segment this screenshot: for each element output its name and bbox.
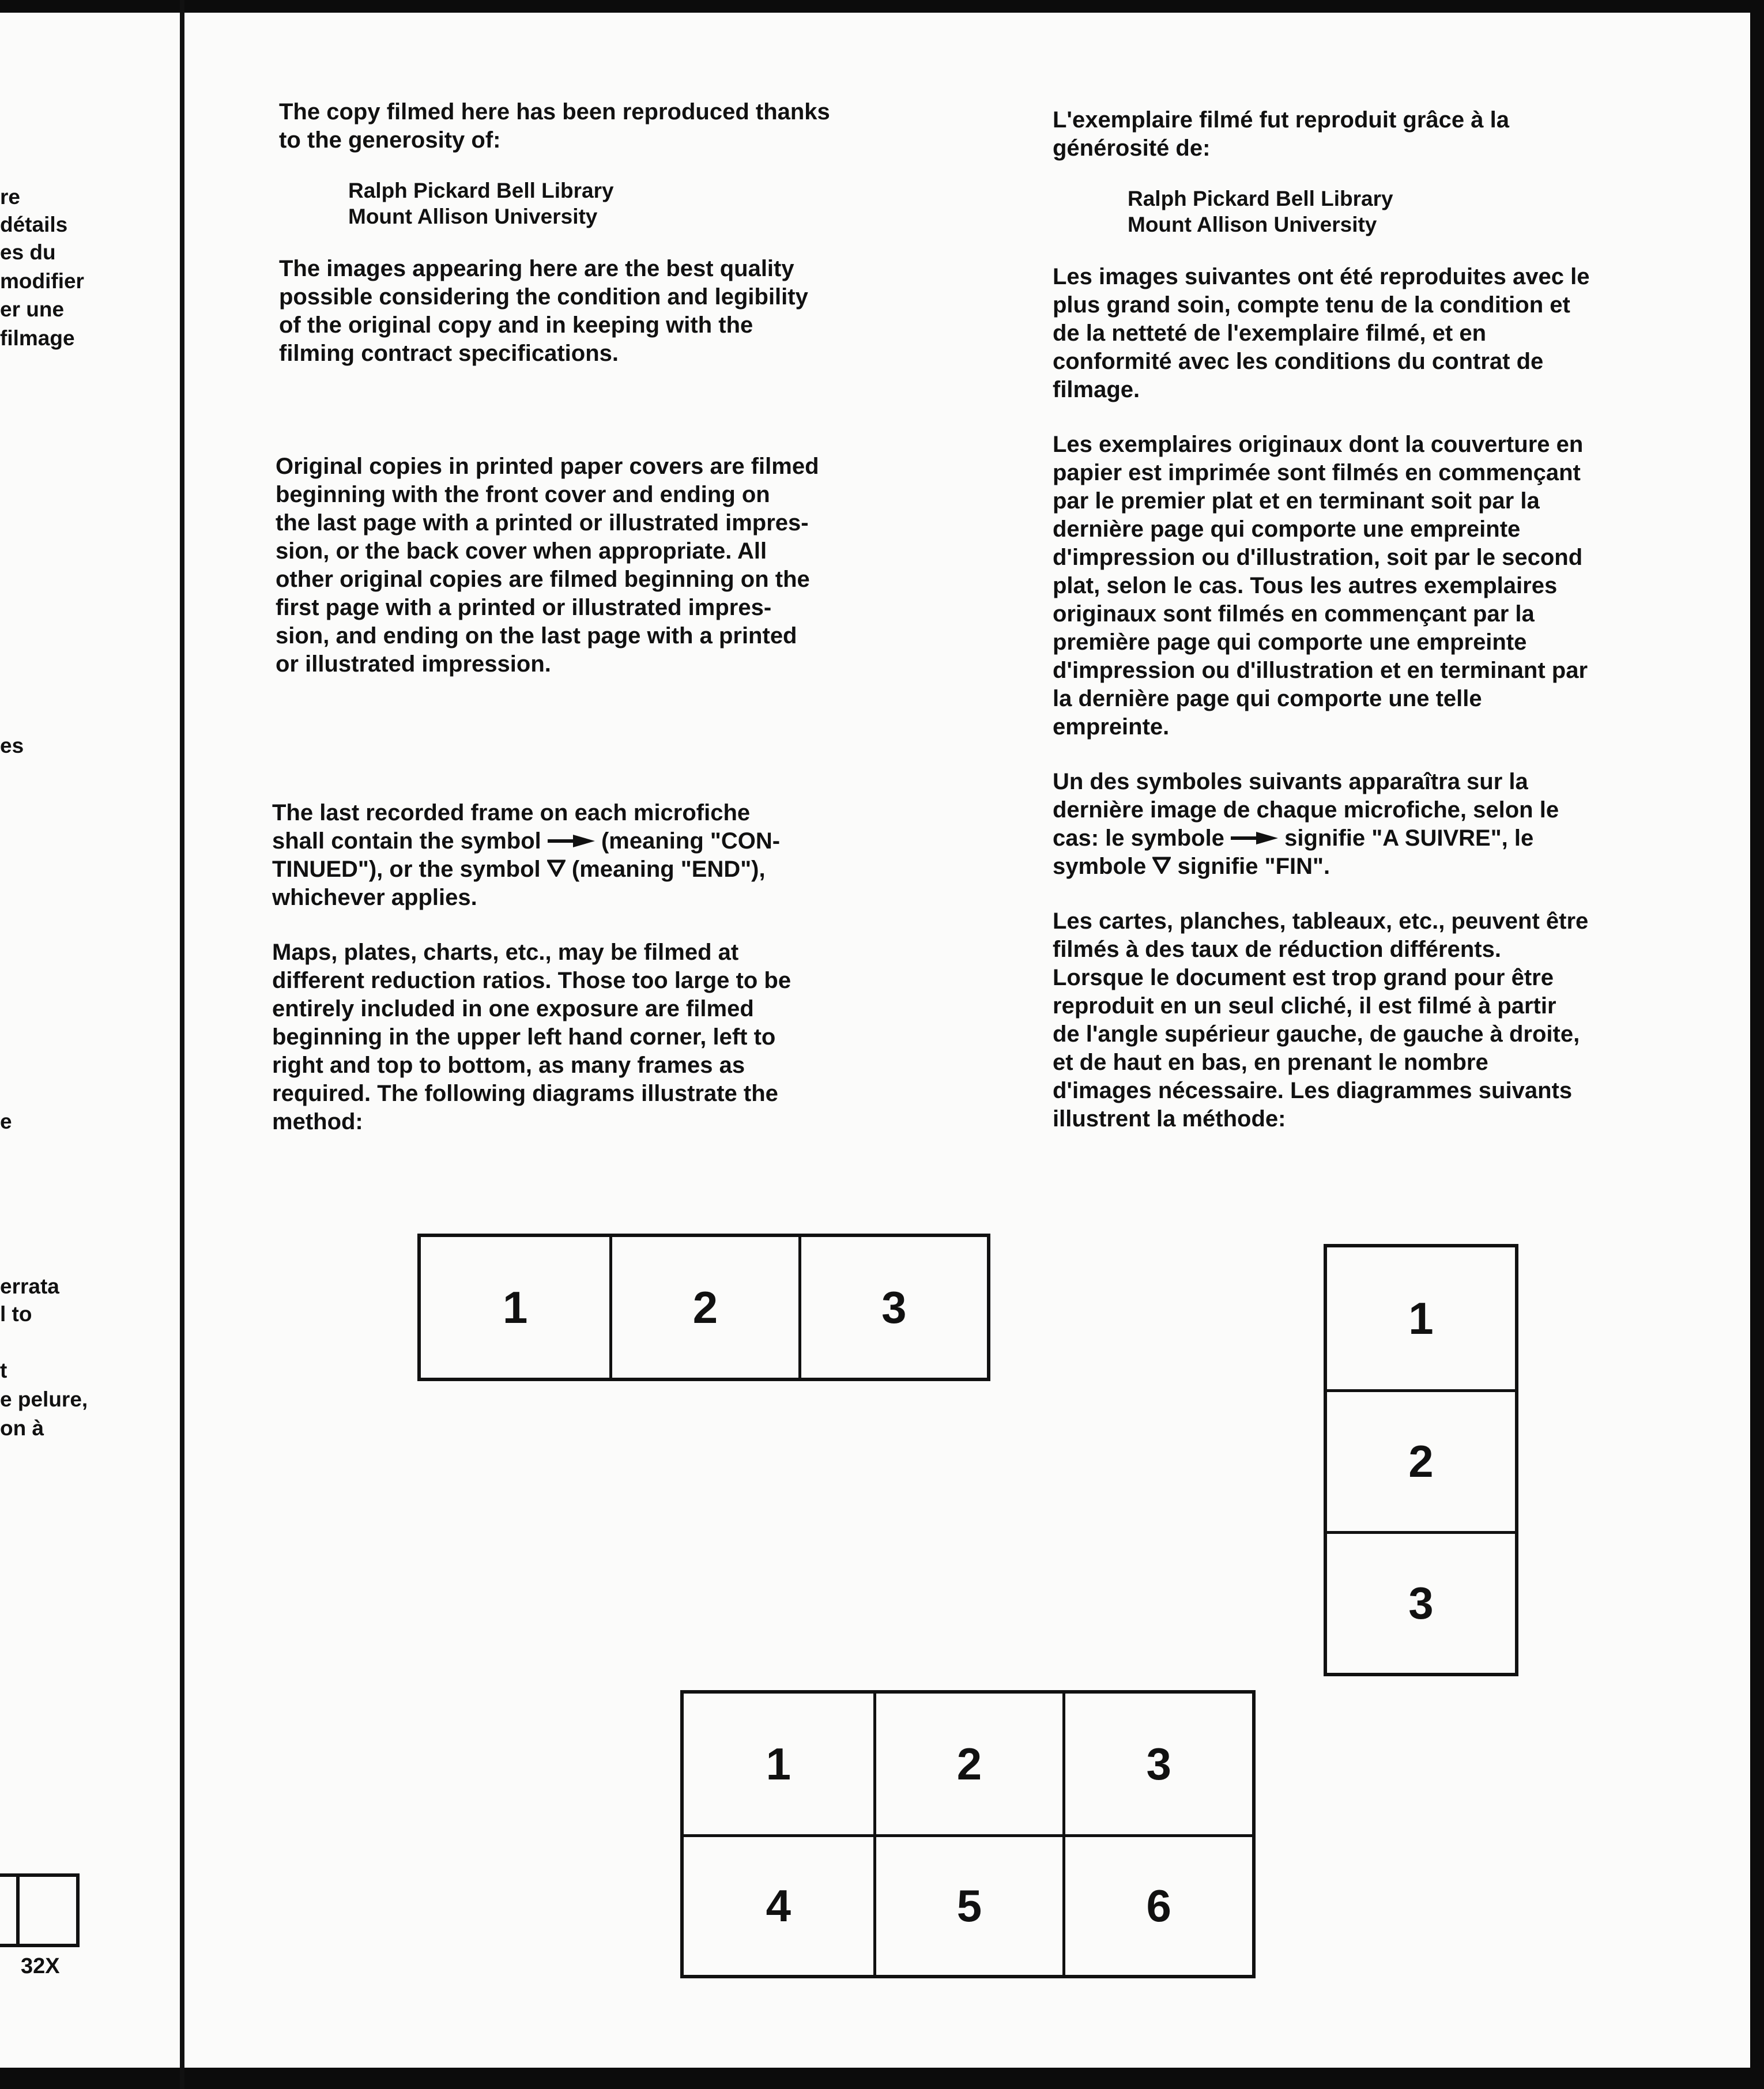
diagram-vertical-three xyxy=(1324,1244,1518,1676)
diagram-grid-six xyxy=(680,1690,1256,1978)
end-triangle-icon xyxy=(1152,854,1171,879)
scan-border-bottom xyxy=(0,2068,1764,2089)
left-fragment: modifier xyxy=(0,269,84,293)
diagram-frame: 3 xyxy=(798,1237,987,1378)
diagram-frame: 4 xyxy=(684,1834,873,1975)
end-triangle-icon xyxy=(547,857,566,882)
french-symbol-text-1: Un des symboles suivants apparaîtra sur la dernière image de chaque microfiche, selon le cas: le symbole xyxy=(1053,769,1559,851)
english-library-university: Mount Allison University xyxy=(348,205,598,228)
english-symbol-paragraph xyxy=(272,799,1004,912)
left-fragment: filmage xyxy=(0,326,75,350)
left-fragment: l to xyxy=(0,1302,32,1326)
scan-border-right xyxy=(1750,0,1764,2089)
left-fragment: détails xyxy=(0,213,68,236)
english-symbol-text-1: The last recorded frame on each microfiche shall contain the symbol xyxy=(272,800,751,854)
french-symbol-paragraph xyxy=(1053,768,1750,881)
english-library-name: Ralph Pickard Bell Library xyxy=(348,179,614,202)
left-fragment: es xyxy=(0,734,24,757)
french-symbol-text-3: signifie "FIN". xyxy=(1171,854,1330,879)
french-maps-paragraph: Les cartes, planches, tableaux, etc., peuvent être filmés à des taux de réduction différents. Lorsque le document est trop grand pour être reproduit en un seul cliché, il est filmé à partir de l'angle supérieur gauche, de gauche à droite, et de haut en bas, en prenant le nombre d'images nécessaire. Les diagrammes suivants illustrent la méthode: xyxy=(1053,908,1589,1132)
reduction-box-fragment xyxy=(0,1873,80,1947)
french-symbol-text-2: signifie "A SUIVRE", le symbole xyxy=(1053,825,1534,879)
english-covers-block xyxy=(276,453,1008,678)
diagram-frame: 1 xyxy=(502,1281,528,1333)
english-intro: The copy filmed here has been reproduced thanks to the generosity of: xyxy=(279,99,830,153)
continued-arrow-icon xyxy=(548,827,595,855)
french-quality-paragraph: Les images suivantes ont été reproduites avec le plus grand soin, compte tenu de la condition et de la netteté de l'exemplaire filmé, et en conformité avec les conditions du contrat de filmage. xyxy=(1053,264,1590,402)
diagram-frame: 3 xyxy=(1327,1531,1515,1673)
diagram-horizontal-three xyxy=(417,1234,990,1381)
french-column xyxy=(1053,106,1750,1133)
continued-arrow-icon xyxy=(1231,824,1278,853)
french-library-university: Mount Allison University xyxy=(1128,213,1377,236)
diagram-frame: 2 xyxy=(1327,1389,1515,1531)
french-library-name: Ralph Pickard Bell Library xyxy=(1128,187,1393,210)
english-covers-paragraph: Original copies in printed paper covers are filmed beginning with the front cover and ending on the last page with a printed or illustrated impres- sion, or the back cover when appropriate. All other original copies are filmed beginning on the first page with a printed or illustrated impres- sion, and ending on the last page with a printed or illustrated impression. xyxy=(276,454,819,677)
left-fragment: es du xyxy=(0,240,56,264)
reduction-ratio-label: 32X xyxy=(21,1954,60,1978)
french-intro: L'exemplaire filmé fut reproduit grâce à la générosité de: xyxy=(1053,107,1509,161)
english-symbol-block xyxy=(272,799,1004,1136)
left-fragment: e pelure, xyxy=(0,1387,88,1411)
diagram-frame: 5 xyxy=(873,1834,1063,1975)
left-fragment: t xyxy=(0,1359,7,1382)
diagram-frame: 2 xyxy=(873,1694,1063,1834)
left-fragment: e xyxy=(0,1110,12,1133)
left-fragment: er une xyxy=(0,297,65,321)
page-fold-line xyxy=(180,0,184,2089)
diagram-frame: 1 xyxy=(766,1738,791,1789)
diagram-frame: 2 xyxy=(609,1237,798,1378)
left-fragment: errata xyxy=(0,1274,59,1298)
french-covers-paragraph: Les exemplaires originaux dont la couverture en papier est imprimée sont filmés en commençant par le premier plat et en terminant soit par la dernière page qui comporte une empreinte d'impression ou d'illustration, soit par le second plat, selon le cas. Tous les autres exemplaires originaux sont filmés en commençant par la première page qui comporte une empreinte d'impression ou d'illustration et en terminant par la dernière page qui comporte une telle empreinte. xyxy=(1053,432,1588,740)
diagram-frame: 1 xyxy=(1408,1292,1434,1344)
english-quality-paragraph: The images appearing here are the best quality possible considering the condition and legibility of the original copy and in keeping with the filming contract specifications. xyxy=(279,256,808,366)
diagram-frame: 3 xyxy=(1062,1694,1252,1834)
diagram-frame: 6 xyxy=(1062,1834,1252,1975)
scan-border-top xyxy=(0,0,1764,13)
english-maps-paragraph: Maps, plates, charts, etc., may be filmed at different reduction ratios. Those too large to be entirely included in one exposure are filmed beginning in the upper left hand corner, left to right and top to bottom, as many frames as required. The following diagrams illustrate the method: xyxy=(272,940,791,1134)
left-fragment: re xyxy=(0,185,20,209)
english-column xyxy=(279,98,1011,368)
left-fragment: on à xyxy=(0,1416,44,1440)
english-symbol-text-3: (meaning "END"), whichever applies. xyxy=(272,857,766,910)
english-symbol-text-2: (meaning "CON- TINUED"), or the symbol xyxy=(272,828,781,882)
